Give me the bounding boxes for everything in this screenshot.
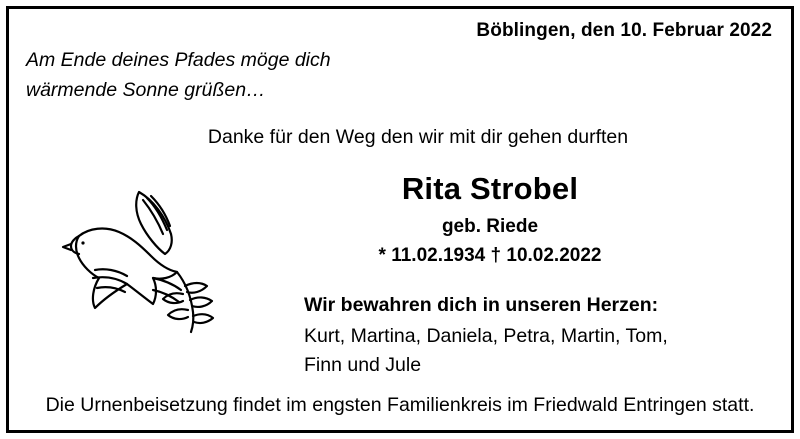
date-line: Böblingen, den 10. Februar 2022 — [476, 20, 772, 41]
verse-line-2: wärmende Sonne grüßen… — [26, 78, 266, 101]
maiden-name: geb. Riede — [441, 215, 539, 237]
verse-text — [26, 46, 331, 105]
closing-line: Die Urnenbeisetzung findet im engsten Familienkreis im Friedwald Entringen statt. — [45, 394, 755, 416]
family-block — [304, 291, 784, 379]
deceased-block — [196, 171, 784, 268]
family-names-line-1: Kurt, Martina, Daniela, Petra, Martin, Tom, — [304, 325, 668, 348]
thanks-line: Danke für den Weg den wir mit dir gehen durften — [207, 126, 629, 148]
deceased-name: Rita Strobel — [401, 171, 579, 206]
family-heading: Wir bewahren dich in unseren Herzen: — [304, 294, 659, 316]
card-content — [6, 6, 794, 433]
family-names — [304, 322, 784, 379]
family-names-line-2: Finn und Jule — [304, 353, 422, 376]
verse-line-1: Am Ende deines Pfades möge dich — [26, 49, 331, 71]
life-dates: * 11.02.1934 † 10.02.2022 — [378, 245, 602, 267]
